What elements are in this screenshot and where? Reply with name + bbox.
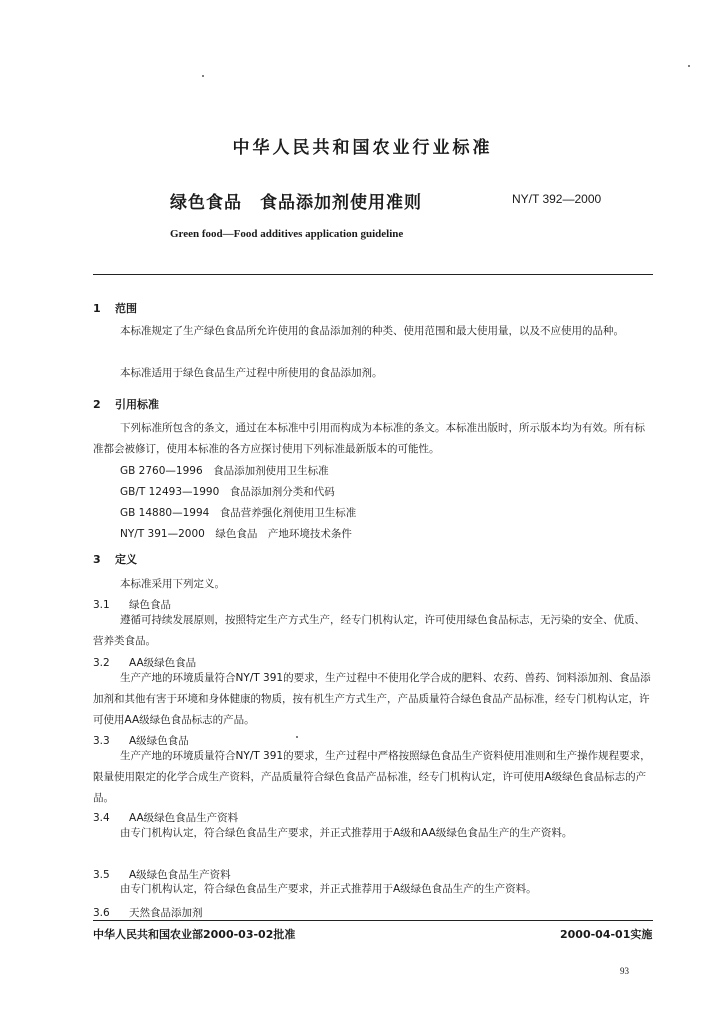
definition-title: A级绿色食品生产资料 <box>129 869 231 881</box>
section-1-heading <box>93 300 137 316</box>
section-title: 引用标准 <box>115 398 159 411</box>
definition-number: 3.1 <box>93 599 110 611</box>
section-1-paragraph-1: 本标准规定了生产绿色食品所允许使用的食品添加剂的种类、使用范围和最大使用量，以及不应使用的品种。 <box>120 325 624 337</box>
document-title: 绿色食品 食品添加剂使用准则 <box>170 193 422 213</box>
section-title: 定义 <box>115 553 137 566</box>
definition-title: AA级绿色食品生产资料 <box>129 812 239 824</box>
reference-item: GB/T 12493—1990 食品添加剂分类和代码 <box>120 486 335 498</box>
section-number: 1 <box>93 302 101 315</box>
section-number: 3 <box>93 553 101 566</box>
section-3-intro: 本标准采用下列定义。 <box>120 578 225 590</box>
definition-number: 3.4 <box>93 812 110 824</box>
standard-code: NY/T 392—2000 <box>512 192 602 206</box>
definition-3-6-heading <box>93 905 203 920</box>
scan-speck <box>202 75 204 77</box>
section-number: 2 <box>93 398 101 411</box>
footer-divider <box>93 920 653 921</box>
org-title: 中华人民共和国农业行业标准 <box>232 138 493 158</box>
reference-item: GB 2760—1996 食品添加剂使用卫生标准 <box>120 465 329 477</box>
approval-note: 中华人民共和国农业部2000-03-02批准 <box>93 928 296 941</box>
definition-3-5-text: 由专门机构认定，符合绿色食品生产要求，并正式推荐用于A级绿色食品生产的生产资料。 <box>120 883 537 895</box>
definition-title: AA级绿色食品 <box>129 657 197 669</box>
definition-3-1-text: 遵循可持续发展原则，按照特定生产方式生产，经专门机构认定，许可使用绿色食品标志，无污染的安全、优质、营养类食品。 <box>93 614 645 647</box>
section-2-paragraph: 下列标准所包含的条文，通过在本标准中引用而构成为本标准的条文。本标准出版时，所示版本均为有效。所有标准都会被修订，使用本标准的各方应探讨使用下列标准最新版本的可能性。 <box>93 422 645 455</box>
scan-speck <box>688 65 690 67</box>
definition-number: 3.6 <box>93 907 110 919</box>
definition-number: 3.3 <box>93 735 110 747</box>
scan-speck <box>296 736 298 738</box>
definition-number: 3.5 <box>93 869 110 881</box>
definition-3-2-text: 生产产地的环境质量符合NY/T 391的要求，生产过程中不使用化学合成的肥料、农药、兽药、饲料添加剂、食品添加剂和其他有害于环境和身体健康的物质，按有机生产方式生产，产品质量符合绿色食品产品标准，经专门机构认定，许可使用AA级绿色食品标志的产品。 <box>93 672 651 726</box>
section-3-heading <box>93 551 137 567</box>
english-title: Green food—Food additives application guideline <box>170 228 404 240</box>
page-number: 93 <box>620 966 629 976</box>
definition-title: 天然食品添加剂 <box>129 907 203 919</box>
header-divider <box>93 274 653 275</box>
section-title: 范围 <box>115 302 137 315</box>
section-1-paragraph-2: 本标准适用于绿色食品生产过程中所使用的食品添加剂。 <box>120 367 383 379</box>
definition-title: A级绿色食品 <box>129 735 189 747</box>
section-2-heading <box>93 396 159 412</box>
definition-3-3-text: 生产产地的环境质量符合NY/T 391的要求，生产过程中严格按照绿色食品生产资料使用准则和生产操作规程要求，限量使用限定的化学合成生产资料，产品质量符合绿色食品产品标准，经专门机构认定，许可使用A级绿色食品标志的产品。 <box>93 750 651 804</box>
reference-item: NY/T 391—2000 绿色食品 产地环境技术条件 <box>120 528 352 540</box>
reference-item: GB 14880—1994 食品营养强化剂使用卫生标准 <box>120 507 357 519</box>
definition-title: 绿色食品 <box>129 599 171 611</box>
definition-number: 3.2 <box>93 657 110 669</box>
implementation-date: 2000-04-01实施 <box>560 928 653 941</box>
definition-3-4-text: 由专门机构认定，符合绿色食品生产要求，并正式推荐用于A级和AA级绿色食品生产的生产资料。 <box>120 827 573 839</box>
